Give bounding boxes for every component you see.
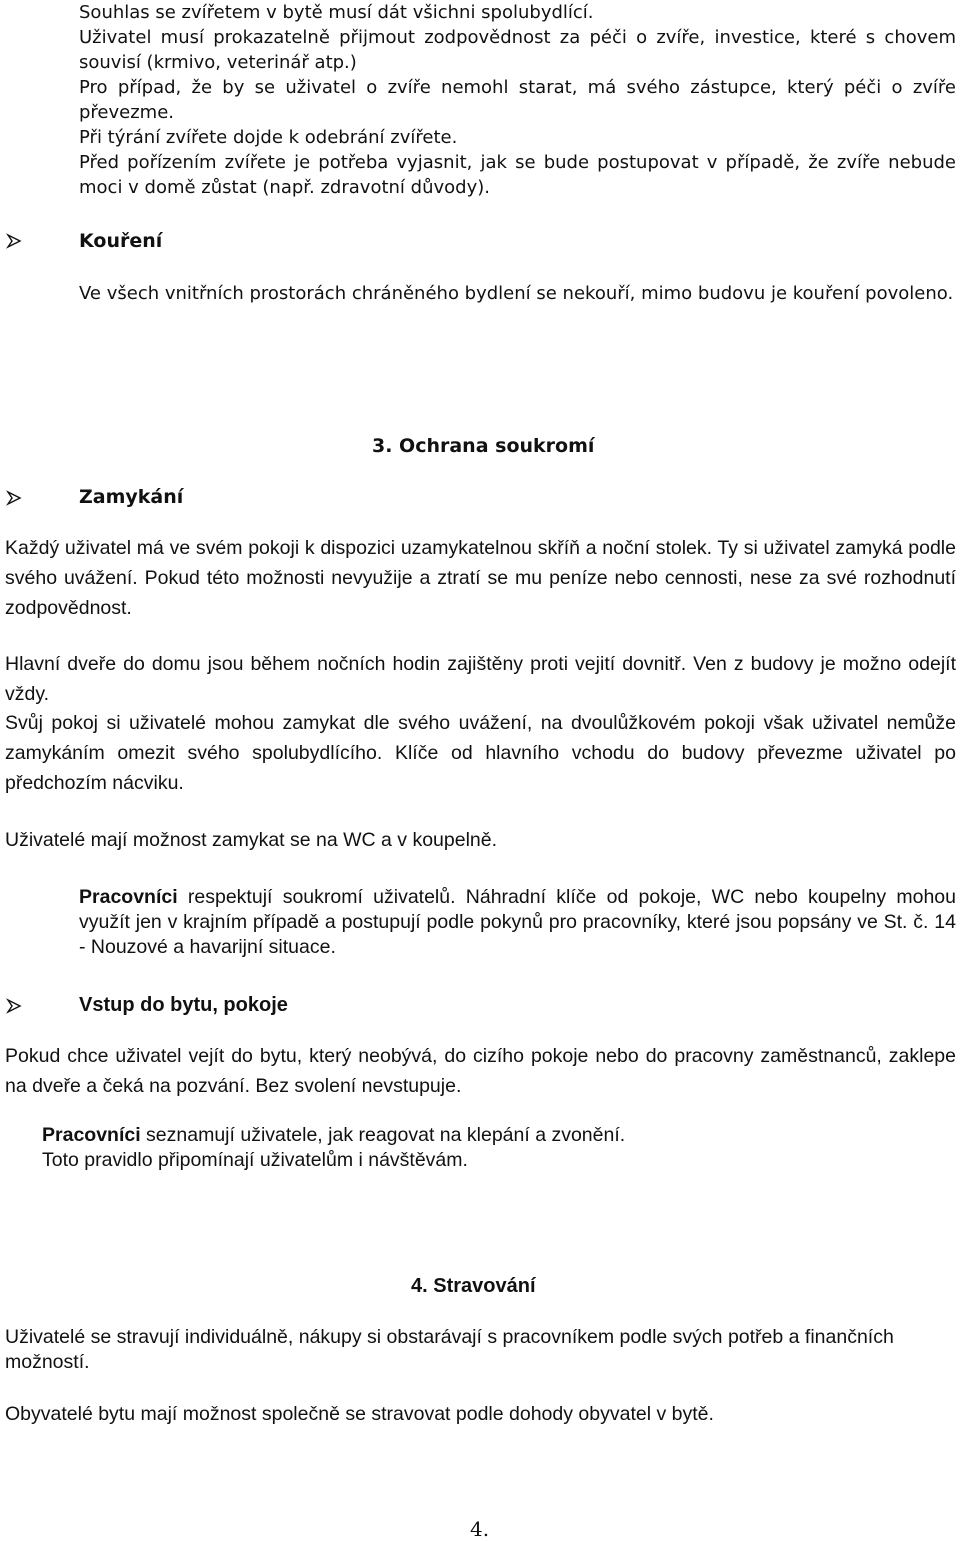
pets-rule-before-acquiring: Před pořízením zvířete je potřeba vyjasnit, jak se bude postupovat v případě, že zvíře nebude moci v domě zůstat (např. zdravotní důvody).: [79, 152, 956, 198]
meals-paragraph-individual: Uživatelé se stravují individuálně, nákupy si obstarávají s pracovníkem podle svých potřeb a finančních možností.: [5, 1326, 894, 1373]
pets-rule-consent: Souhlas se zvířetem v bytě musí dát všichni spolubydlící.: [79, 2, 594, 23]
entry-workers-line: [42, 1123, 625, 1148]
pets-rule-responsibility: Uživatel musí prokazatelně přijmout zodpovědnost za péči o zvíře, investice, které s chovem souvisí (krmivo, veterinář atp.): [79, 27, 956, 73]
locking-heading: Zamykání: [79, 486, 184, 508]
locking-paragraph-room: Svůj pokoj si uživatelé mohou zamykat dle svého uvážení, na dvoulůžkovém pokoji však uživatel nemůže zamykáním omezit svého spolubydlícího. Klíče od hlavního vchodu do budovy převezme uživatel po předchozím nácviku.: [5, 712, 956, 794]
smoking-heading: Kouření: [79, 230, 163, 252]
locking-paragraph-wc: Uživatelé mají možnost zamykat se na WC a v koupelně.: [5, 829, 498, 851]
entry-heading: Vstup do bytu, pokoje: [79, 994, 288, 1016]
smoking-text: Ve všech vnitřních prostorách chráněného bydlení se nekouří, mimo budovu je kouření povoleno.: [79, 283, 954, 304]
section-3-title: 3. Ochrana soukromí: [372, 435, 595, 457]
arrow-bullet-icon: [6, 998, 22, 1014]
pets-rule-abuse: Při týrání zvířete dojde k odebrání zvířete.: [79, 127, 458, 148]
entry-paragraph: Pokud chce uživatel vejít do bytu, který neobývá, do cizího pokoje nebo do pracovny zaměstnanců, zaklepe na dveře a čeká na pozvání. Bez svolení nevstupuje.: [5, 1045, 956, 1097]
page-number: 4.: [470, 1517, 490, 1541]
locking-workers-paragraph: [79, 885, 956, 960]
workers-label: Pracovníci: [79, 886, 178, 908]
entry-reminder: Toto pravidlo připomínají uživatelům i návštěvám.: [42, 1149, 468, 1171]
workers-label: Pracovníci: [42, 1124, 141, 1146]
section-4-title: 4. Stravování: [411, 1275, 536, 1297]
locking-paragraph-wardrobe: Každý uživatel má ve svém pokoji k dispozici uzamykatelnou skříň a noční stolek. Ty si uživatel zamyká podle svého uvážení. Pokud této možnosti nevyužije a ztratí se mu peníze nebo cennosti, nese za své rozhodnutí zodpovědnost.: [5, 537, 956, 619]
workers-text: seznamují uživatele, jak reagovat na klepání a zvonění.: [140, 1124, 626, 1146]
workers-text: respektují soukromí uživatelů. Náhradní klíče od pokoje, WC nebo koupelny mohou využít jen v krajním případě a postupují podle pokynů pro pracovníky, které jsou popsány ve St. č. 14 - Nouzové a havarijní situace.: [79, 886, 956, 958]
pets-rules: [79, 0, 956, 200]
meals-paragraph-shared: Obyvatelé bytu mají možnost společně se stravovat podle dohody obyvatel v bytě.: [5, 1403, 714, 1425]
arrow-bullet-icon: [6, 233, 22, 249]
locking-paragraph-main-door: Hlavní dveře do domu jsou během nočních hodin zajištěny proti vejití dovnitř. Ven z budovy je možno odejít vždy.: [5, 653, 956, 705]
arrow-bullet-icon: [6, 490, 22, 506]
pets-rule-substitute: Pro případ, že by se uživatel o zvíře nemohl starat, má svého zástupce, který péči o zvíře převezme.: [79, 77, 956, 123]
